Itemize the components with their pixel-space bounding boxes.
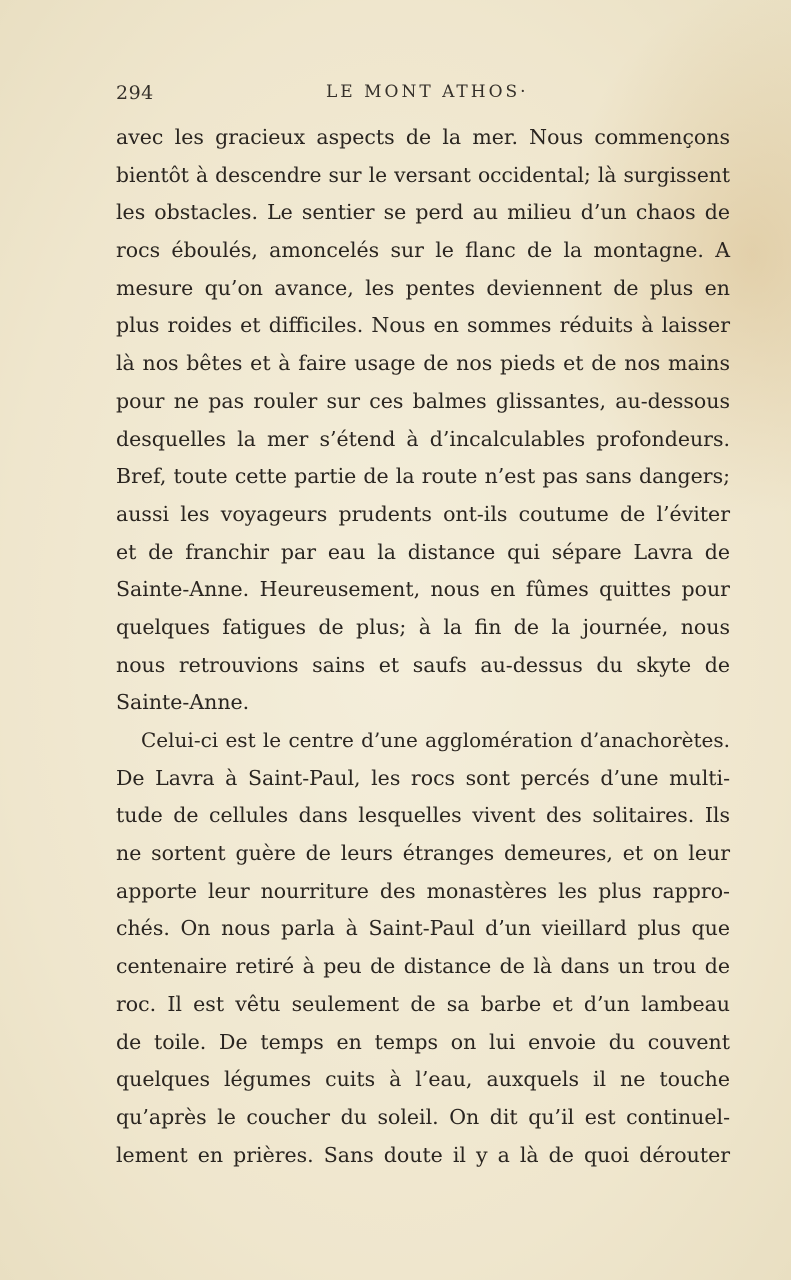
text-line: les obstacles. Le sentier se perd au milieu d’un chaos de xyxy=(116,200,730,225)
text-line: de toile. De temps en temps on lui envoie du couvent xyxy=(116,1029,730,1054)
text-line: quelques légumes cuits à l’eau, auxquels il ne touche xyxy=(116,1067,730,1092)
text-line: ne sortent guère de leurs étranges demeures, et on leur xyxy=(116,841,730,866)
running-head: LE MONT ATHOS· xyxy=(326,82,529,102)
text-line: desquelles la mer s’étend à d’incalculables profondeurs. xyxy=(116,426,730,451)
page-header xyxy=(116,82,730,112)
text-line: pour ne pas rouler sur ces balmes glissantes, au-dessous xyxy=(116,388,730,413)
text-line: là nos bêtes et à faire usage de nos pieds et de nos mains xyxy=(116,351,730,376)
paragraph-end-line: Sainte-Anne. xyxy=(116,690,250,715)
text-line: quelques fatigues de plus; à la fin de la journée, nous xyxy=(116,614,730,639)
text-line: chés. On nous parla à Saint-Paul d’un vieillard plus que xyxy=(116,916,730,941)
text-line: De Lavra à Saint-Paul, les rocs sont percés d’une multi- xyxy=(116,765,730,790)
text-line: bientôt à descendre sur le versant occidental; là surgissent xyxy=(116,162,730,187)
text-line: plus roides et difficiles. Nous en sommes réduits à laisser xyxy=(116,313,730,338)
text-line: Bref, toute cette partie de la route n’est pas sans dangers; xyxy=(116,464,730,489)
text-line: centenaire retiré à peu de distance de là dans un trou de xyxy=(116,954,730,979)
text-line: apporte leur nourriture des monastères les plus rappro- xyxy=(116,878,730,903)
text-line: aussi les voyageurs prudents ont-ils coutume de l’éviter xyxy=(116,501,730,526)
text-line: roc. Il est vêtu seulement de sa barbe et d’un lambeau xyxy=(116,991,730,1016)
text-line: mesure qu’on avance, les pentes deviennent de plus en xyxy=(116,275,730,300)
paragraph-start-line: Celui-ci est le centre d’une agglomération d’anachorètes. xyxy=(141,728,730,752)
page-number: 294 xyxy=(116,82,154,104)
text-line: et de franchir par eau la distance qui sépare Lavra de xyxy=(116,539,730,564)
text-line: Sainte-Anne. Heureusement, nous en fûmes quittes pour xyxy=(116,577,730,602)
text-line: avec les gracieux aspects de la mer. Nous commençons xyxy=(116,125,730,149)
body-text xyxy=(116,119,730,1174)
text-line: lement en prières. Sans doute il y a là de quoi dérouter xyxy=(116,1142,730,1167)
text-line: nous retrouvions sains et saufs au-dessus du skyte de xyxy=(116,652,730,677)
text-line: tude de cellules dans lesquelles vivent des solitaires. Ils xyxy=(116,803,730,828)
text-line: rocs éboulés, amoncelés sur le flanc de la montagne. A xyxy=(116,238,730,263)
text-line: qu’après le coucher du soleil. On dit qu’il est continuel- xyxy=(116,1104,730,1129)
